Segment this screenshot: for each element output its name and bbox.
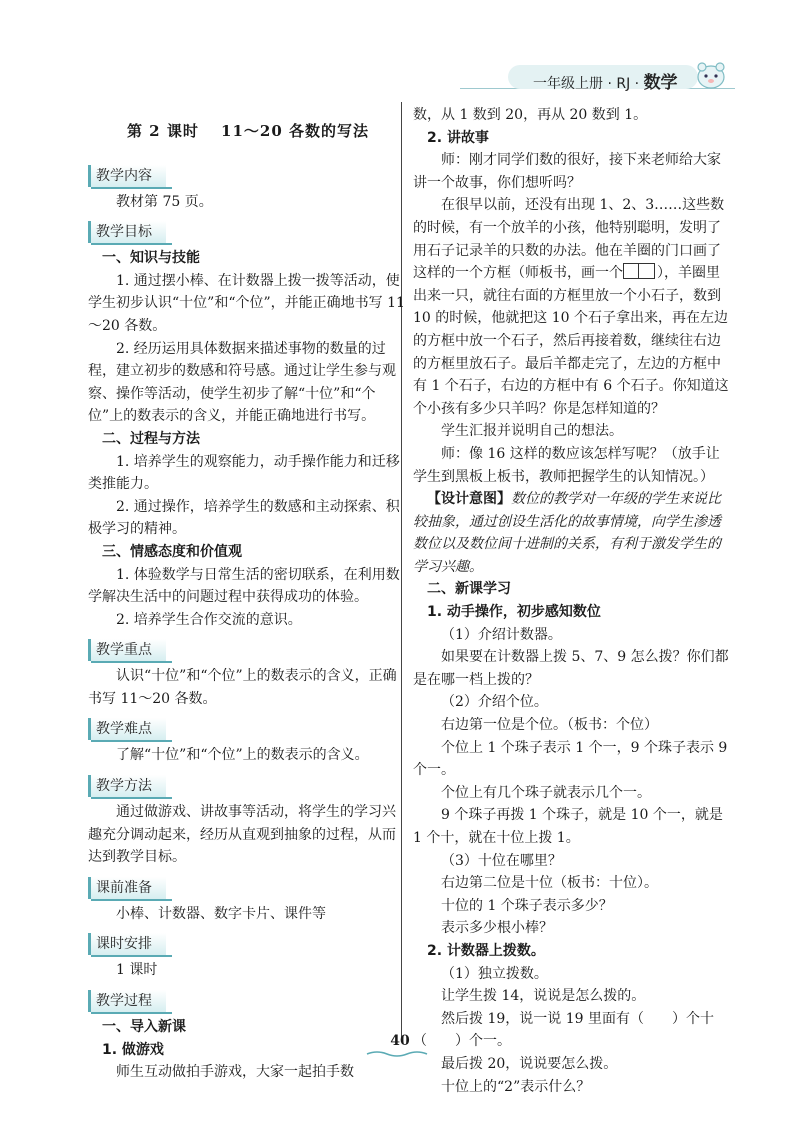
section-label-schedule: 课时安排 (88, 933, 166, 955)
mascot-icon (693, 60, 729, 90)
right-text-12: 9 个珠子再拨 1 个珠子，就是 10 个一，就是 1 个十，就在十位上拨 1。 (413, 807, 723, 846)
content-text: 教材第 75 页。 (116, 193, 213, 210)
key-points-text: 认识“十位”和“个位”上的数表示的含义，正确书写 11～20 各数。 (88, 668, 397, 707)
header-subject: 数学 (643, 73, 678, 93)
schedule-text: 1 课时 (116, 962, 158, 979)
right-text-9: 右边第一位是个位。（板书：个位） (441, 717, 658, 734)
right-heading-counter: 2. 计数器上拨数。 (427, 942, 545, 959)
header-book: 一年级上册 · RJ · (533, 76, 644, 92)
goals-text-6: 2. 培养学生合作交流的意识。 (116, 611, 302, 628)
page-header (0, 0, 800, 100)
story-text-b: ），羊圈里出来一只，就往右面的方框里放一个小石子，数到 10 的时候，他就把这 10 个石子拿出来，再在左边的方框中放一个石子，然后再接着数，继续往右边的方框里放石子。最后羊都走完了，左边的方框中有 1 个石子，右边的方框中有 6 个石子。你知道这个小孩有多少只羊吗？你是怎样知道的？ (413, 265, 729, 417)
right-text-7: 如果要在计数器上拨 5、7、9 怎么拨？你们都是在哪一档上拨的？ (413, 649, 729, 688)
right-text-5: 师：像 16 这样的数应该怎样写呢？（放手让学生到黑板上板书，教师把握学生的认知情况。） (413, 445, 720, 485)
page-number-ornament (365, 1050, 435, 1058)
right-text-13: （3）十位在哪里？ (441, 852, 562, 869)
header-title (533, 68, 678, 93)
design-intent (413, 488, 733, 578)
section-label-goals: 教学目标 (88, 221, 166, 243)
difficulties-text: 了解“十位”和“个位”上的数表示的含义。 (116, 747, 369, 764)
goals-heading-1: 一、知识与技能 (102, 250, 200, 267)
goals-heading-2: 二、过程与方法 (102, 430, 200, 447)
process-text-1: 师生互动做拍手游戏，大家一起拍手数 (116, 1064, 354, 1081)
right-text-3 (413, 194, 733, 420)
section-label-key-points: 教学重点 (88, 639, 166, 661)
right-text-4: 学生汇报并说明自己的想法。 (441, 423, 623, 440)
right-text-2: 师：刚才同学们数的很好，接下来老师给大家讲一个故事，你们想听吗？ (413, 152, 721, 191)
section-label-methods: 教学方法 (88, 775, 166, 797)
right-text-15: 十位的 1 个珠子表示多少？ (441, 897, 613, 914)
right-heading-new: 二、新课学习 (427, 581, 511, 598)
goals-text-4: 2. 通过操作，培养学生的数感和主动探索、积极学习的精神。 (88, 498, 400, 538)
section-label-content: 教学内容 (88, 165, 166, 187)
right-text-6: （1）介绍计数器。 (441, 626, 562, 643)
methods-text: 通过做游戏、讲故事等活动，将学生的学习兴趣充分调动起来，经历从直观到抽象的过程，从而达到教学目标。 (88, 804, 396, 866)
goals-text-3: 1. 培养学生的观察能力，动手操作能力和迁移类推能力。 (88, 453, 400, 493)
right-text-20: 最后拨 20，说说要怎么拨。 (441, 1055, 618, 1072)
right-text-14: 右边第二位是十位（板书：十位）。 (441, 875, 658, 892)
box-diagram-icon (623, 263, 655, 279)
page-number: 40 (390, 1033, 410, 1049)
right-heading-operate: 1. 动手操作，初步感知数位 (427, 604, 601, 621)
right-column (413, 100, 733, 1098)
right-text-18: 让学生拨 14，说说是怎么拨的。 (441, 988, 646, 1005)
right-text-1: 数，从 1 数到 20，再从 20 数到 1。 (413, 107, 648, 123)
right-text-19: 然后拨 19，说一说 19 里面有（ ）个十（ ）个一。 (413, 1010, 714, 1050)
preparation-text: 小棒、计数器、数字卡片、课件等 (116, 905, 326, 922)
story-text-a: 在很早以前，还没有出现 1、2、3……这些数的时候，有一个放羊的小孩，他特别聪明，发明了用石子记录羊的只数的办法。他在羊圈的门口画了这样的一个方框（师板书，画一个 (413, 197, 725, 282)
lesson-title: 第 2 课时 11～20 各数的写法 (126, 122, 370, 140)
goals-heading-3: 三、情感态度和价值观 (102, 543, 242, 560)
design-intent-text: 数位的教学对一年级的学生来说比较抽象，通过创设生活化的故事情境，向学生渗透数位以及数位间十进制的关系，有利于激发学生的学习兴趣。 (413, 491, 721, 575)
design-intent-label: 【设计意图】 (427, 491, 511, 508)
section-label-preparation: 课前准备 (88, 877, 166, 899)
process-heading-2: 1. 做游戏 (102, 1041, 164, 1058)
right-text-8: （2）介绍个位。 (441, 694, 548, 711)
right-text-17: （1）独立拨数。 (441, 965, 548, 982)
goals-text-5: 1. 体验数学与日常生活的密切联系，在利用数学解决生活中的问题过程中获得成功的体验。 (88, 566, 400, 606)
right-text-21: 十位上的“2”表示什么？ (441, 1078, 591, 1095)
right-text-10: 个位上 1 个珠子表示 1 个一，9 个珠子表示 9 个一。 (413, 739, 728, 779)
right-text-11: 个位上有几个珠子就表示几个一。 (441, 784, 651, 801)
process-heading-1: 一、导入新课 (102, 1019, 186, 1036)
goals-text-1: 1. 通过摆小棒、在计数器上拨一拨等活动，使学生初步认识“十位”和“个位”，并能正确地书写 11～20 各数。 (88, 272, 405, 334)
right-text-16: 表示多少根小棒？ (441, 920, 553, 937)
right-heading-story: 2. 讲故事 (427, 129, 489, 146)
left-column (88, 100, 408, 1084)
goals-text-2: 2. 经历运用具体数据来描述事物的数量的过程，建立初步的数感和符号感。通过让学生参与观察、操作等活动，使学生初步了解“十位”和“个位”上的数表示的含义，并能正确地进行书写。 (88, 340, 396, 425)
section-label-process: 教学过程 (88, 990, 166, 1012)
section-label-difficulties: 教学难点 (88, 718, 166, 740)
